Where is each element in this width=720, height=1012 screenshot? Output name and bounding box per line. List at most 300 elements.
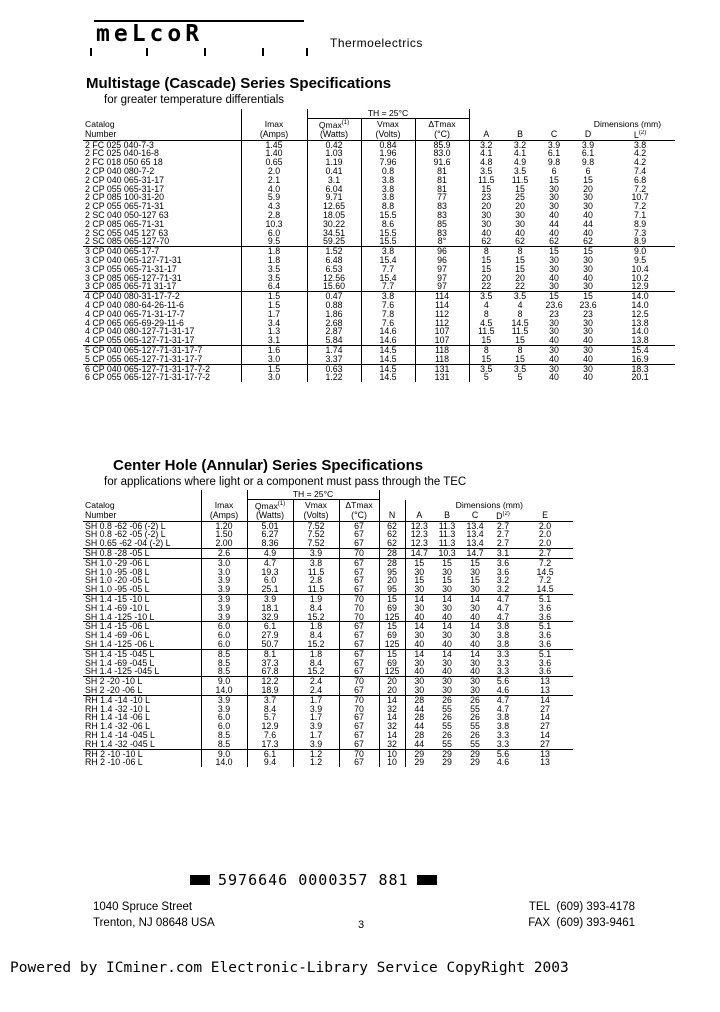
cell-imax: 3.9 (201, 695, 247, 704)
page-number: 3 (358, 919, 365, 931)
cell-imax: 9.0 (201, 749, 247, 758)
cell-vmax: 7.7 (361, 282, 415, 291)
cell-catalog: SH 0.8 -28 -05 L (83, 548, 201, 558)
cell-catalog: 2 CP 055 065-71-31 (85, 202, 165, 211)
cell-b: 62 (503, 237, 537, 246)
cell-c: 6 (551, 166, 557, 176)
header-blank (201, 490, 247, 500)
cell-d: 3.3 (489, 740, 517, 749)
cell-catalog: 6 CP 055 065-127-71-31-17-7-2 (85, 373, 211, 383)
cell-b: 15 (515, 255, 525, 265)
cell-e: 5.1 (538, 621, 552, 632)
cell-vmax: 14.5 (361, 355, 415, 364)
cell-catalog: SH 1.4 -15 -06 L (85, 621, 150, 632)
cascade-subtitle: for greater temperature differentials (104, 94, 285, 106)
cell-d: 5.6 (496, 749, 510, 759)
cell-dtmax: 70 (339, 604, 379, 613)
cell-catalog: 5 CP 040 065-127-71-31-17-7 (85, 345, 203, 355)
cell-vmax: 15.4 (361, 274, 415, 283)
header-amps: (Amps) (241, 130, 307, 140)
cell-n: 14 (379, 695, 405, 704)
header-th: TH = 25°C (247, 490, 379, 500)
cell-a: 15 (469, 336, 503, 345)
cell-a: 8 (469, 345, 503, 354)
cell-c: 40 (549, 273, 559, 283)
cascade-spec-table (83, 109, 675, 382)
cell-dtmax: 67 (339, 740, 379, 749)
table-row (83, 185, 675, 194)
cell-imax: 1.7 (241, 310, 307, 319)
cell-vmax: 11.5 (293, 568, 339, 577)
cell-dtmax: 97 (415, 282, 469, 291)
table-row (83, 749, 573, 758)
cell-qmax: 9.71 (307, 193, 361, 202)
table-row (83, 220, 675, 229)
logo-tick (204, 48, 206, 56)
footer-tel (510, 899, 635, 915)
header-watts: (Watts) (307, 130, 361, 140)
cell-d: 2.7 (489, 539, 517, 548)
fax-number: (609) 393-9461 (556, 917, 636, 929)
cell-qmax: 6.27 (247, 530, 293, 539)
header-dtmax: ΔTmax (339, 500, 379, 511)
cell-d: 20 (583, 184, 593, 194)
cell-catalog: SH 0.8 -62 -06 (-2) L (85, 521, 166, 531)
cell-imax: 3.9 (201, 585, 247, 594)
cell-imax: 4.0 (241, 185, 307, 194)
cell-c: 15 (549, 246, 559, 256)
cell-d: 30 (583, 364, 593, 374)
cell-a: 8 (469, 247, 503, 256)
cell-l: 3.8 (633, 140, 647, 150)
table-row (83, 282, 675, 291)
cell-c: 30 (470, 567, 480, 577)
cell-qmax: 9.4 (247, 758, 293, 767)
cell-catalog: 2 FC 018 050 65 18 (85, 158, 163, 167)
header-volts: (Volts) (361, 130, 415, 140)
cell-c: 40 (537, 336, 571, 345)
cell-catalog: 3 CP 040 065-17-7 (85, 246, 160, 256)
cell-e: 5.1 (538, 649, 552, 659)
cascade-title: Multistage (Cascade) Series Specifications (86, 75, 392, 92)
cell-c: 3.9 (547, 140, 561, 150)
cell-qmax: 0.63 (307, 364, 361, 373)
table-row (83, 613, 573, 622)
cell-imax: 3.9 (201, 705, 247, 714)
footer-fax (510, 915, 635, 931)
cell-n: 14 (379, 731, 405, 740)
cell-b: 11.3 (438, 530, 456, 540)
cell-imax: 1.5 (241, 292, 307, 301)
cell-vmax: 3.9 (293, 705, 339, 714)
cell-catalog: 4 CP 040 080-64-26-11-6 (85, 300, 184, 310)
cell-a: 30 (405, 604, 433, 613)
cell-d: 23.6 (579, 300, 597, 310)
cell-b: 40 (433, 640, 461, 649)
cell-vmax: 15.4 (361, 256, 415, 265)
cell-d: 30 (583, 345, 593, 355)
cell-d: 4.6 (496, 758, 510, 768)
cell-e: 13 (540, 749, 550, 759)
table-row (83, 548, 573, 558)
cell-vmax: 14.5 (361, 364, 415, 373)
header-dimensions: Dimensions (mm) (469, 119, 675, 130)
cell-c: 55 (470, 722, 480, 731)
table-row (83, 521, 573, 530)
cell-qmax: 18.05 (307, 211, 361, 220)
cell-a: 15 (469, 265, 503, 274)
cell-c: 40 (461, 613, 489, 622)
cell-catalog: SH 1.4 -69 -045 L (85, 658, 155, 668)
cell-dtmax: 91.6 (415, 158, 469, 167)
cell-a: 44 (405, 740, 433, 749)
cell-a: 5 (469, 373, 503, 382)
cell-l: 7.4 (633, 166, 647, 176)
cell-imax: 3.9 (201, 594, 247, 603)
melcor-logo (86, 18, 466, 52)
cell-d: 3.3 (496, 658, 510, 668)
cell-dtmax: 67 (339, 659, 379, 668)
table-row (83, 576, 573, 585)
cell-b: 14 (442, 621, 452, 632)
header-d: D (571, 130, 605, 140)
header-amps: (Amps) (201, 511, 247, 521)
cell-vmax: 8.8 (361, 202, 415, 211)
cell-c: 30 (549, 327, 559, 337)
cell-c: 26 (470, 730, 480, 740)
cell-catalog: SH 1.0 -29 -06 L (85, 558, 150, 568)
table-row (83, 229, 675, 238)
cell-imax: 9.5 (241, 237, 307, 246)
cell-vmax: 0.84 (361, 140, 415, 149)
cell-dtmax: 114 (415, 292, 469, 301)
header-number: Number (83, 130, 241, 140)
cell-a: 3.2 (469, 140, 503, 149)
cell-c: 30 (549, 345, 559, 355)
table-row (83, 301, 675, 310)
cell-qmax: 12.65 (307, 202, 361, 211)
cell-a: 4.8 (469, 158, 503, 167)
cell-b: 25 (515, 193, 525, 203)
cell-n: 95 (379, 568, 405, 577)
header-catalog: Catalog (85, 499, 115, 510)
cell-e: 27 (540, 722, 550, 731)
table-row (83, 202, 675, 211)
cell-qmax: 32.9 (247, 613, 293, 622)
cell-vmax: 3.9 (293, 740, 339, 749)
cell-c: 40 (537, 355, 571, 364)
cell-c: 40 (461, 667, 489, 676)
cell-b: 30 (515, 210, 525, 220)
header-catalog: Catalog (85, 118, 115, 129)
cell-vmax: 3.8 (361, 247, 415, 256)
cell-imax: 3.9 (201, 604, 247, 613)
cell-c: 44 (549, 219, 559, 229)
cell-d: 44 (583, 219, 593, 229)
cell-a: 14 (405, 594, 433, 603)
cell-vmax: 3.8 (361, 292, 415, 301)
cell-b: 40 (515, 228, 525, 238)
annular-title: Center Hole (Annular) Series Specifications (113, 457, 424, 474)
logo-subtitle: Thermoelectrics (330, 36, 423, 50)
cell-dtmax: 67 (339, 631, 379, 640)
cell-e: 14 (540, 713, 550, 723)
cell-imax: 1.5 (241, 301, 307, 310)
cell-c: 55 (470, 704, 480, 714)
cell-catalog: SH 2 -20 -10 L (85, 676, 143, 686)
cell-n: 95 (379, 585, 405, 594)
cell-b: 15 (442, 558, 452, 568)
header-n: N (379, 511, 405, 521)
cell-d: 6 (585, 166, 591, 176)
cell-l: 7.1 (633, 210, 647, 220)
cell-b: 14 (442, 594, 452, 604)
cell-n: 10 (379, 749, 405, 758)
cell-d: 3.8 (496, 621, 510, 632)
cell-imax: 8.5 (201, 667, 247, 676)
cell-imax: 6.4 (241, 282, 307, 291)
cell-d: 3.6 (496, 558, 510, 568)
cell-catalog: SH 0.65 -62 -04 (-2) L (83, 539, 201, 548)
cell-vmax: 15.5 (361, 211, 415, 220)
cell-c: 30 (549, 264, 559, 274)
cell-qmax: 1.19 (307, 158, 361, 167)
cell-qmax: 12.56 (307, 274, 361, 283)
cell-e: 3.6 (517, 640, 573, 649)
cell-qmax: 3.9 (247, 594, 293, 603)
cell-e: 27 (540, 704, 550, 714)
cell-a: 30 (469, 211, 503, 220)
cell-vmax: 2.4 (293, 677, 339, 686)
cell-imax: 2.00 (201, 539, 247, 548)
header-qmax-label: Qmax (318, 119, 342, 130)
cell-dtmax: 97 (415, 265, 469, 274)
cell-imax: 2.1 (241, 176, 307, 185)
cell-n: 32 (379, 740, 405, 749)
cell-l: 9.5 (633, 255, 647, 265)
cell-dtmax: 67 (339, 521, 379, 530)
cell-imax: 2.8 (241, 211, 307, 220)
cell-b: 30 (433, 585, 461, 594)
cell-imax: 3.5 (241, 265, 307, 274)
table-row (83, 594, 573, 603)
cell-dtmax: 67 (339, 731, 379, 740)
cell-c: 30 (549, 202, 559, 211)
cell-qmax: 5.7 (247, 713, 293, 722)
cell-vmax: 14.6 (361, 336, 415, 345)
cell-b: 20 (515, 273, 525, 283)
cell-a: 15 (469, 256, 503, 265)
cell-c: 23 (549, 309, 559, 319)
cascade-header-row (83, 130, 675, 140)
cell-catalog: SH 1.0 -20 -05 L (85, 576, 150, 586)
cell-catalog: SH 1.4 -125 -045 L (83, 667, 201, 676)
header-watts: (Watts) (247, 511, 293, 521)
cell-a: 15 (405, 576, 433, 585)
cell-a: 30 (405, 568, 433, 577)
cell-vmax: 3.8 (361, 176, 415, 185)
tel-number: (609) 393-4178 (556, 901, 636, 913)
cell-a: 12.3 (405, 521, 433, 530)
cell-l: 10.7 (631, 193, 649, 203)
cell-qmax: 2.68 (307, 319, 361, 328)
cell-a: 40 (405, 640, 433, 649)
cell-a: 11.5 (469, 327, 503, 336)
header-number: Number (83, 511, 201, 521)
annular-table-body (83, 521, 573, 767)
cell-vmax: 3.8 (361, 193, 415, 202)
cell-b: 3.5 (513, 291, 527, 301)
cell-vmax: 7.96 (361, 158, 415, 167)
cell-d: 40 (583, 373, 593, 383)
cell-vmax: 8.4 (293, 631, 339, 640)
cell-b: 3.5 (513, 166, 527, 176)
header-e: E (517, 511, 573, 521)
header-qmax (307, 119, 361, 130)
table-row (83, 265, 675, 274)
cell-a: 30 (469, 220, 503, 229)
cell-d: 30 (583, 264, 593, 274)
table-row (83, 695, 573, 704)
cell-c: 13.4 (461, 539, 489, 548)
cell-l: 4.2 (633, 158, 647, 167)
cell-c: 30 (537, 282, 571, 291)
cell-b: 10.3 (433, 548, 461, 558)
cell-vmax: 3.9 (293, 548, 339, 558)
cell-vmax: 1.7 (293, 713, 339, 722)
cell-d: 3.3 (496, 649, 510, 659)
table-row (83, 713, 573, 722)
cell-imax: 9.0 (201, 677, 247, 686)
cell-catalog: 4 CP 040 065-71-31-17-7 (85, 309, 185, 319)
table-row (83, 149, 675, 158)
cell-imax: 6.0 (201, 722, 247, 731)
cell-imax: 3.5 (241, 274, 307, 283)
cell-a: 11.5 (469, 176, 503, 185)
cell-qmax: 59.25 (307, 237, 361, 246)
cell-d: 30 (583, 193, 593, 203)
cell-c: 14 (470, 594, 480, 604)
cell-dtmax: 81 (415, 185, 469, 194)
cell-b: 4.9 (513, 158, 527, 167)
cell-dtmax: 67 (339, 722, 379, 731)
header-l-note: (2) (638, 129, 647, 136)
cell-a: 28 (405, 695, 433, 704)
table-row (83, 585, 573, 594)
cascade-header-row (83, 109, 675, 119)
tel-label: TEL (528, 901, 550, 913)
table-row (83, 176, 675, 185)
cell-l: 6.8 (633, 175, 647, 185)
cell-e: 13 (540, 758, 550, 768)
cell-dtmax: 67 (339, 622, 379, 631)
table-row (83, 539, 573, 548)
cell-catalog: 2 CP 055 065-31-17 (85, 184, 165, 194)
cell-dtmax: 131 (415, 373, 469, 382)
cell-imax: 8.5 (201, 649, 247, 658)
cell-a: 4.5 (469, 319, 503, 328)
cell-dtmax: 67 (339, 568, 379, 577)
table-row (83, 167, 675, 176)
table-row (83, 193, 675, 202)
cell-qmax: 7.6 (247, 731, 293, 740)
barcode-block (190, 875, 210, 885)
header-c: C (461, 511, 489, 521)
cell-catalog: RH 1.4 -14 -06 L (85, 713, 151, 723)
cell-d: 4.6 (489, 686, 517, 695)
cell-e: 2.7 (517, 548, 573, 558)
cell-a: 20 (469, 274, 503, 283)
cell-qmax: 12.9 (247, 722, 293, 731)
table-row (83, 758, 573, 767)
cell-e: 14 (540, 730, 550, 740)
cell-dtmax: 81 (415, 176, 469, 185)
logo-text: meLcoR (96, 21, 204, 47)
cell-b: 26 (442, 713, 452, 723)
cell-dtmax: 85 (415, 220, 469, 229)
barcode-line (190, 870, 437, 890)
cell-imax: 3.0 (201, 568, 247, 577)
cell-qmax: 8.1 (247, 649, 293, 658)
cell-catalog: 3 CP 085 065-127-71-31 (85, 273, 182, 283)
cell-dtmax: 97 (415, 274, 469, 283)
cell-b: 11.5 (511, 175, 529, 185)
table-row (83, 237, 675, 246)
table-row (83, 158, 675, 167)
cell-imax: 2.6 (201, 548, 247, 558)
cell-qmax: 12.2 (247, 677, 293, 686)
cell-qmax: 17.3 (247, 740, 293, 749)
cell-qmax: 6.04 (307, 185, 361, 194)
cell-dtmax: 67 (339, 686, 379, 695)
cell-imax: 10.3 (241, 220, 307, 229)
cell-c: 40 (549, 373, 559, 383)
cell-catalog: RH 1.4 -32 -06 L (85, 722, 151, 731)
cell-n: 69 (379, 659, 405, 668)
cell-dtmax: 112 (415, 310, 469, 319)
cell-vmax: 15.2 (293, 613, 339, 622)
cell-n: 15 (379, 594, 405, 603)
cell-l: 20.1 (631, 373, 649, 383)
cell-catalog: RH 1.4 -14 -10 L (85, 695, 151, 705)
cell-e: 14.5 (517, 585, 573, 594)
cell-c: 13.4 (466, 530, 484, 540)
footer-address (93, 899, 215, 931)
cell-vmax: 3.9 (293, 722, 339, 731)
cell-imax: 8.5 (201, 740, 247, 749)
cell-c: 15 (549, 291, 559, 301)
table-row (83, 667, 573, 676)
header-b: B (433, 511, 461, 521)
cell-b: 29 (442, 749, 452, 759)
cell-catalog: 5 CP 055 065-127-71-31-17-7 (83, 355, 241, 364)
cell-vmax: 1.96 (361, 149, 415, 158)
cell-e: 13 (540, 676, 550, 686)
cell-vmax: 2.4 (293, 686, 339, 695)
table-row (83, 373, 675, 382)
cell-d: 3.8 (496, 722, 510, 731)
cell-c: 9.8 (547, 158, 561, 167)
cell-qmax: 0.47 (307, 292, 361, 301)
cell-qmax: 5.84 (307, 336, 361, 345)
cell-catalog: SH 0.8 -62 -05 (-2) L (85, 530, 166, 540)
cell-c: 55 (461, 740, 489, 749)
cell-qmax: 6.1 (247, 622, 293, 631)
table-row (83, 140, 675, 149)
cell-b: 40 (433, 667, 461, 676)
cell-d: 3.8 (496, 631, 510, 640)
cell-e: 2.0 (538, 521, 552, 531)
